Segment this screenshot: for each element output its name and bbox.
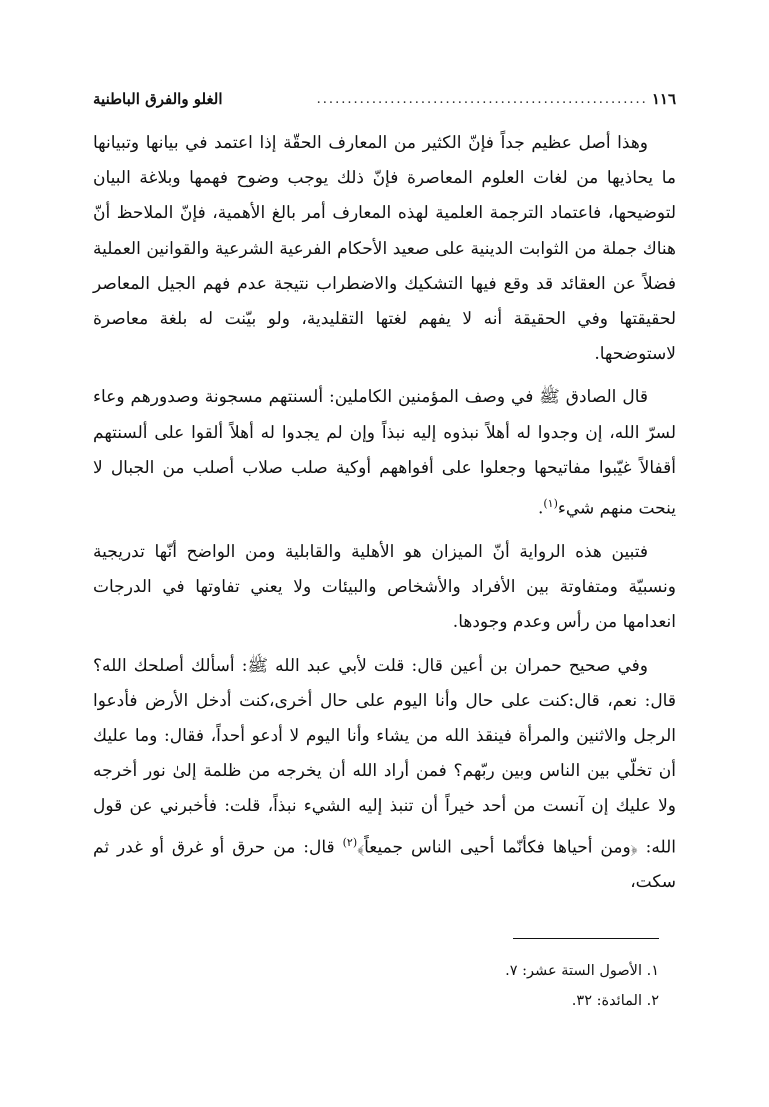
paragraph [93, 649, 676, 901]
footnote-ref-1: (١) [543, 497, 558, 511]
page-number: ١١٦ [651, 90, 676, 108]
quote-paragraph: قال الصادق ﷺ في وصف المؤمنين الكاملين: ألسنتهم مسجونة وصدورهم وعاء لسرّ الله، إن وجدوا له أهلاً نبذوه إليه نبذاً وإن لم يجدوا له أهلاً ألقوا على ألسنتهم أقفالاً غيّبوا مفاتيحها وجعلوا على أفواههم أوكية صلب صلاب أصلب من الجبال لا ينحت منهم شيء$^{(١)}$. [93, 387, 676, 519]
body-text [93, 126, 676, 909]
running-header [93, 86, 676, 112]
quote-intro: قال الصادق ﷺ في وصف المؤمنين الكاملين: [329, 387, 649, 408]
header-title: الغلو والفرق الباطنية [93, 90, 223, 108]
paragraph-intro: وفي صحيح حمران بن أعين قال: قلت لأبي عبد الله ﷺ: أسألك أصلحك الله؟ قال: نعم، قال:كنت على حال وأنا اليوم على حال أخرى،كنت أدخل الأرض فأدعوا الرجل والاثنين والمرأة فينقذ الله من يشاء وأنا اليوم لا أدعو أحداً، فقال: [93, 655, 676, 746]
paragraph: فتبين هذه الرواية أنّ الميزان هو الأهلية والقابلية ومن الواضح أنّها تدريجية ونسبيّة ومتفاوتة بين الأفراد والأشخاص والبيئات ولا يعني تفاوتها في الدرجات انعدامها من رأس وعدم وجودها. [93, 541, 676, 633]
paragraph: وهذا أصل عظيم جداً فإنّ الكثير من المعارف الحقّة إذا اعتمد في بيانها وتبيانها ما يحاذيها من لغات العلوم المعاصرة فإنّ ذلك يوجب وضوح فهمها وبلاغة البيان لتوضيحها، فاعتماد الترجمة العلمية لهذه المعارف أمر بالغ الأهمية، فإنّ الملاحظ أنّ هناك جملة من الثوابت الدينية على صعيد الأحكام الفرعية الشرعية والقوانين العملية فضلاً عن العقائد قد وقع فيها التشكيك والاضطراب نتيجة عدم فهم الجيل المعاصر لحقيقتها وفي الحقيقة أنه لا يفهم لغتها التقليدية، ولو بيّنت له بلغة معاصرة لاستوضحها. [93, 133, 676, 365]
paragraph-continuation: قلت: فأخبرني عن قول الله: ﴿ومن أحياها فكأنّما أحيى الناس جميعاً﴾ [93, 796, 676, 858]
paragraph-quote: وما عليك أن تخلّي بين الناس وبين ربّهم؟ فمن أراد الله أن يخرجه من ظلمة إلىٰ نور أخرجه ولا عليك إن آنست من أحد خيراً أن تنبذ إليه الشيء نبذاً، [93, 725, 676, 817]
paragraph-end: قال: من حرق أو غرق أو غدر ثم سكت، [93, 837, 676, 893]
footnote-item: ١. الأصول الستة عشر: ٧. [505, 963, 659, 979]
footnotes [93, 956, 659, 1016]
footnote-item: ٢. المائدة: ٣٢. [571, 993, 659, 1009]
header-leader-dots: ...................................................... [316, 91, 648, 107]
footnote-divider [513, 938, 659, 939]
footnote-ref-2: (٢) [342, 835, 358, 849]
quote-text: ألسنتهم مسجونة وصدورهم وعاء لسرّ الله، إن وجدوا له أهلاً نبذوه إليه نبذاً وإن لم يجدوا له أهلاً ألقوا على ألسنتهم أقفالاً غيّبوا مفاتيحها وجعلوا على أفواههم أوكية صلب صلاب أصلب من الجبال لا ينحت منهم شيء [93, 387, 676, 519]
